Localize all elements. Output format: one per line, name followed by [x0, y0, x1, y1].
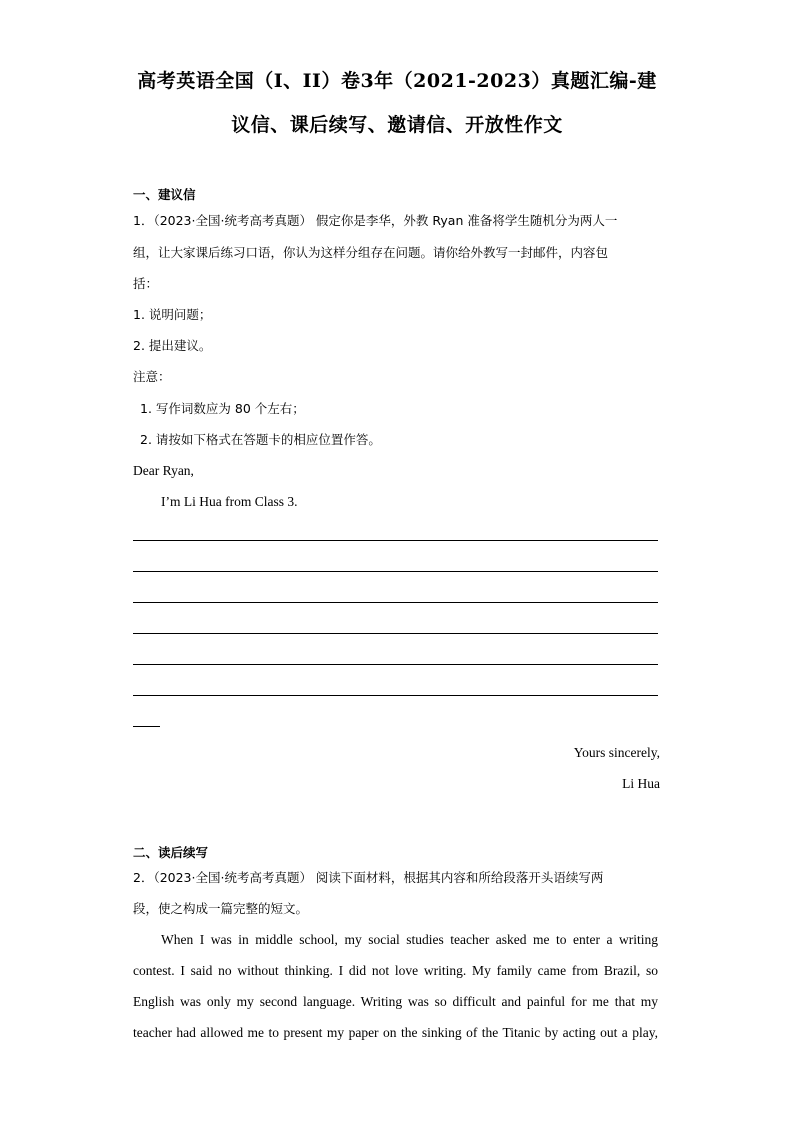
- question-1-line-2: 组，让大家课后练习口语，你认为这样分组存在问题。请你给外教写一封邮件，内容包: [133, 245, 609, 260]
- passage-line-2: contest. I said no without thinking. I did not love writing. My family came from Brazil, so: [133, 963, 658, 978]
- answer-line: [133, 695, 658, 696]
- question-2-line-2: 段，使之构成一篇完整的短文。: [133, 901, 309, 916]
- answer-line-short: [133, 726, 160, 727]
- letter-signature: Li Hua: [622, 776, 660, 791]
- section-1-heading: 一、建议信: [133, 187, 196, 202]
- document-title-line-1: 高考英语全国（I、II）卷3年（2021-2023）真题汇编-建: [137, 70, 657, 92]
- question-1-line-3: 括：: [133, 276, 159, 291]
- question-2-line-1: 2．（2023·全国·统考高考真题） 阅读下面材料，根据其内容和所给段落开头语续写两: [133, 870, 604, 885]
- passage-line-4: teacher had allowed me to present my paper on the sinking of the Titanic by acting out a play,: [133, 1025, 658, 1040]
- answer-line: [133, 571, 658, 572]
- answer-line: [133, 540, 658, 541]
- passage-line-3: English was only my second language. Writing was so difficult and painful for me that my: [133, 994, 658, 1009]
- question-1-note-2: 2. 请按如下格式在答题卡的相应位置作答。: [140, 432, 381, 447]
- question-1-note-1: 1. 写作词数应为 80 个左右；: [140, 401, 305, 416]
- document-title-line-2: 议信、课后续写、邀请信、开放性作文: [231, 114, 563, 136]
- question-1-point-1: 1. 说明问题；: [133, 307, 212, 322]
- section-2-heading: 二、读后续写: [133, 845, 209, 860]
- question-1-line-1: 1．（2023·全国·统考高考真题） 假定你是李华，外教 Ryan 准备将学生随机分为两人一: [133, 213, 618, 228]
- passage-line-1: When I was in middle school, my social studies teacher asked me to enter a writing: [161, 932, 658, 947]
- answer-line: [133, 664, 658, 665]
- question-1-note-label: 注意：: [133, 369, 171, 384]
- answer-line: [133, 602, 658, 603]
- question-1-point-2: 2. 提出建议。: [133, 338, 212, 353]
- answer-line: [133, 633, 658, 634]
- letter-salutation: Dear Ryan,: [133, 463, 194, 478]
- letter-opening: I’m Li Hua from Class 3.: [161, 494, 298, 509]
- letter-closing: Yours sincerely,: [573, 745, 660, 760]
